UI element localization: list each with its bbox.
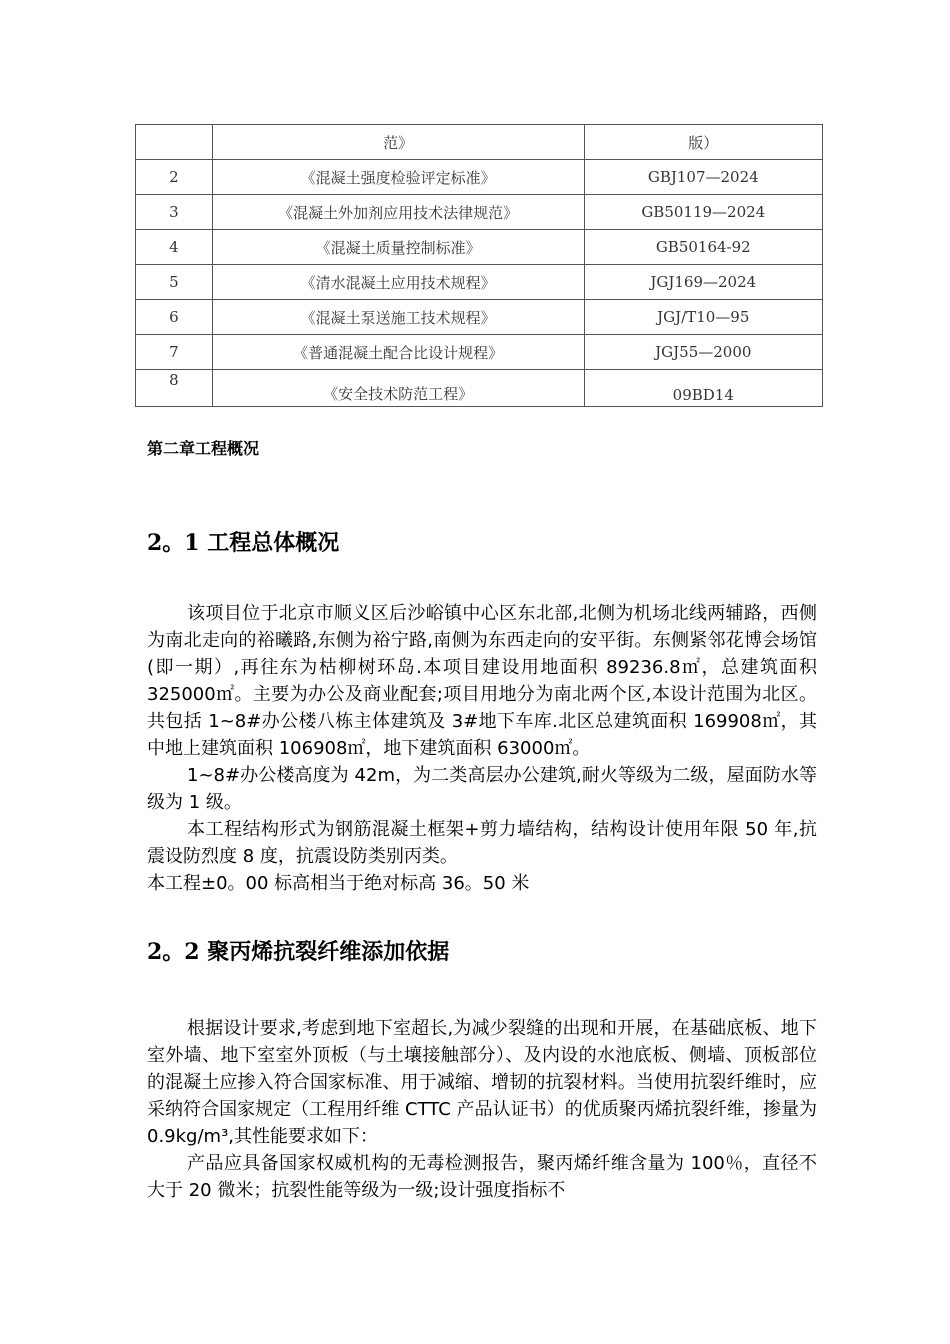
table-row (136, 335, 823, 370)
table-cell-no: 3 (136, 195, 213, 230)
table-cell-name: 范》 (212, 125, 584, 160)
table-cell-no: 2 (136, 160, 213, 195)
table-cell-no: 5 (136, 265, 213, 300)
section-body (147, 1015, 817, 1204)
paragraph: 1~8#办公楼高度为 42m，为二类高层办公建筑,耐火等级为二级，屋面防水等级为 1 级。 (147, 765, 817, 813)
table-cell-no: 7 (136, 335, 213, 370)
table-cell-name: 《普通混凝土配合比设计规程》 (212, 335, 584, 370)
table-cell-code: JGJ169—2024 (584, 265, 822, 300)
paragraph: 根据设计要求,考虑到地下室超长,为减少裂缝的出现和开展，在基础底板、地下室外墙、地下室室外顶板（与土壤接触部分）、及内设的水池底板、侧墙、顶板部位的混凝土应掺入符合国家标准、用于减缩、增韧的抗裂材料。当使用抗裂纤维时，应采纳符合国家规定（工程用纤维 CTTC 产品认证书）的优质聚丙烯抗裂纤维，掺量为 0.9kg/m³,其性能要求如下： (147, 1018, 817, 1147)
table-row (136, 125, 823, 160)
table-cell-code: JGJ55—2000 (584, 335, 822, 370)
table-row (136, 160, 823, 195)
table-cell-no: 4 (136, 230, 213, 265)
section-heading: 2。2 聚丙烯抗裂纤维添加依据 (147, 939, 450, 965)
table-cell-name: 《混凝土质量控制标准》 (212, 230, 584, 265)
table-cell-code: GBJ107—2024 (584, 160, 822, 195)
paragraph: 本工程±0。00 标高相当于绝对标高 36。50 米 (147, 873, 530, 894)
paragraph: 该项目位于北京市顺义区后沙峪镇中心区东北部,北侧为机场北线两辅路，西侧为南北走向的裕曦路,东侧为裕宁路,南侧为东西走向的安平街。东侧紧邻花博会场馆(即一期）,再往东为枯柳树环岛.本项目建设用地面积 89236.8㎡，总建筑面积 325000㎡。主要为办公及商业配套;项目用地分为南北两个区,本设计范围为北区。共包括 1~8#办公楼八栋主体建筑及 3#地下车库.北区总建筑面积 169908㎡，其中地上建筑面积 106908㎡，地下建筑面积 63000㎡。 (147, 603, 817, 759)
paragraph: 本工程结构形式为钢筋混凝土框架+剪力墙结构，结构设计使用年限 50 年,抗震设防烈度 8 度，抗震设防类别丙类。 (147, 819, 817, 867)
table-row (136, 300, 823, 335)
table-cell-no: 8 (136, 370, 213, 407)
table-cell-code: GB50164-92 (584, 230, 822, 265)
section-heading: 2。1 工程总体概况 (147, 530, 340, 556)
table-row (136, 230, 823, 265)
section-body (147, 600, 817, 897)
chapter-title: 第二章工程概况 (147, 441, 260, 458)
table-cell-code: GB50119—2024 (584, 195, 822, 230)
standards-table (135, 124, 823, 407)
table-row (136, 195, 823, 230)
paragraph: 产品应具备国家权威机构的无毒检测报告，聚丙烯纤维含量为 100％，直径不大于 20 微米；抗裂性能等级为一级;设计强度指标不 (147, 1153, 817, 1201)
table-cell-name: 《混凝土强度检验评定标准》 (212, 160, 584, 195)
table-cell-no (136, 125, 213, 160)
table-cell-name: 《混凝土外加剂应用技术法律规范》 (212, 195, 584, 230)
table-cell-code: 版） (584, 125, 822, 160)
table-row (136, 370, 823, 407)
table-cell-name: 《混凝土泵送施工技术规程》 (212, 300, 584, 335)
table-cell-code: JGJ/T10—95 (584, 300, 822, 335)
table-row (136, 265, 823, 300)
table-cell-name: 《安全技术防范工程》 (212, 370, 584, 407)
table-cell-no: 6 (136, 300, 213, 335)
table-cell-name: 《清水混凝土应用技术规程》 (212, 265, 584, 300)
table-cell-code: 09BD14 (584, 370, 822, 407)
